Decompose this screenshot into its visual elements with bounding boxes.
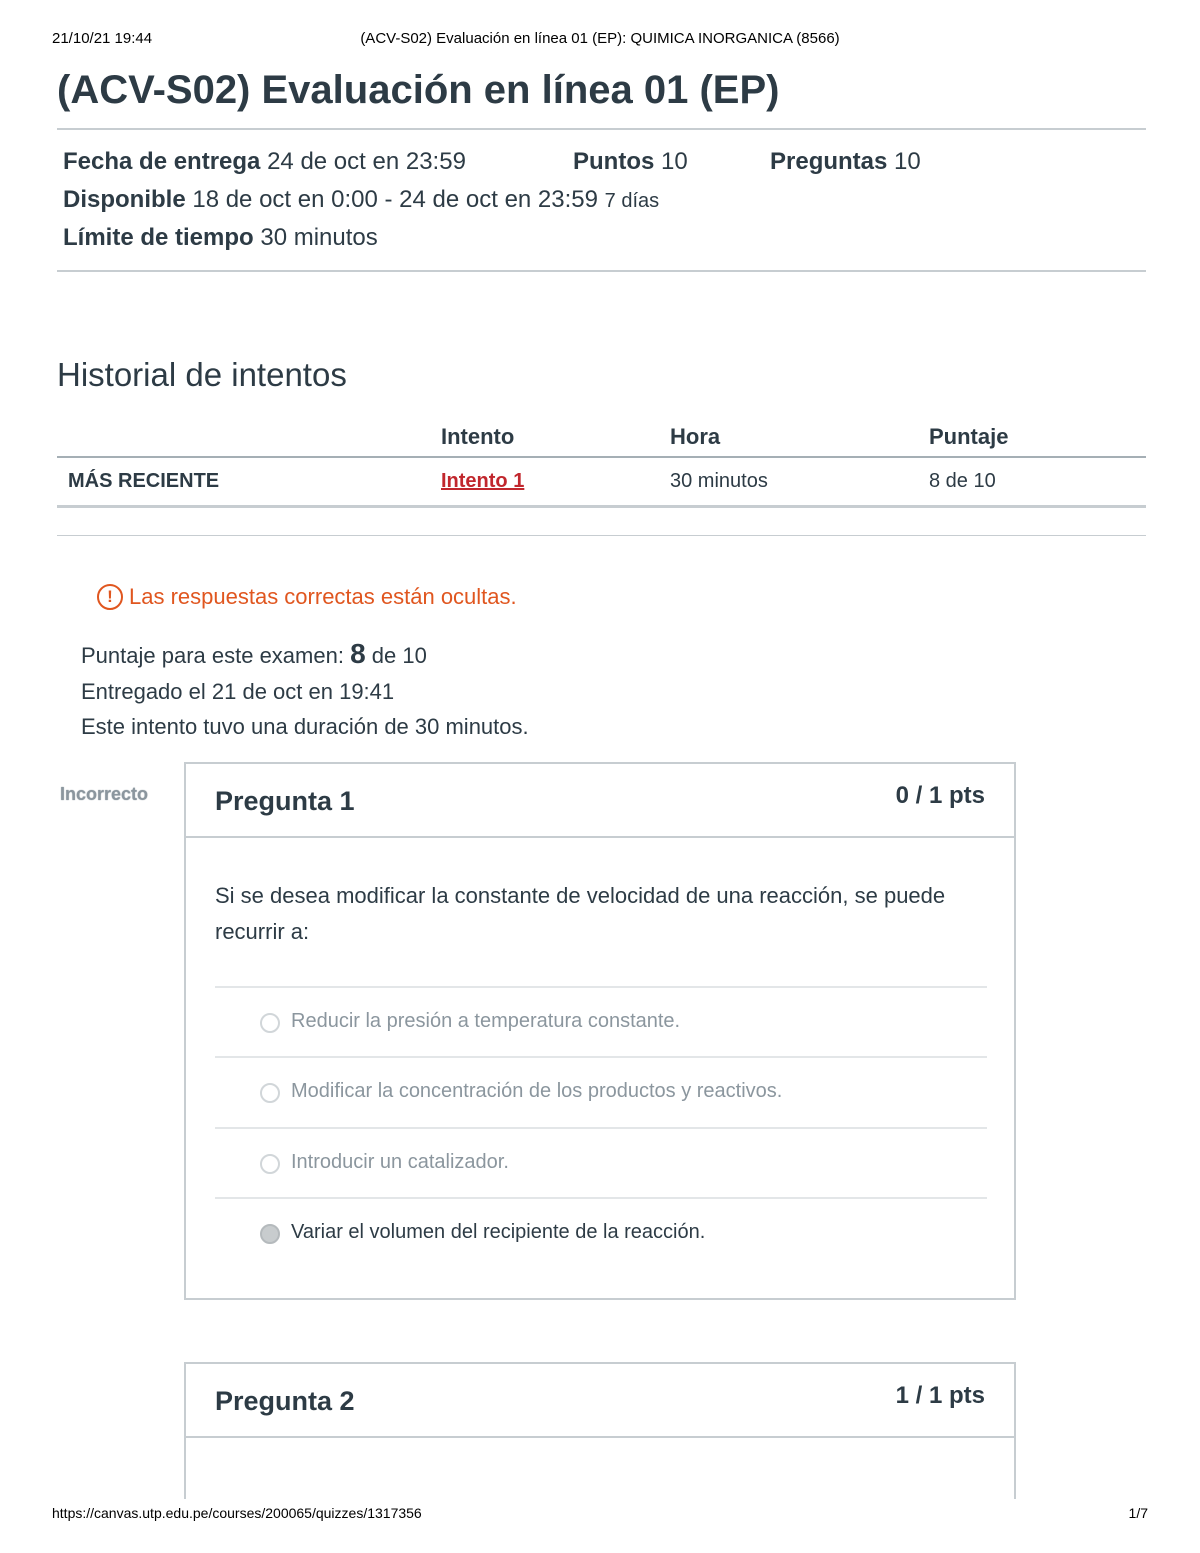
- print-date: 21/10/21 19:44: [52, 30, 153, 47]
- notice-text: Las respuestas correctas están ocultas.: [129, 584, 517, 609]
- print-url: https://canvas.utp.edu.pe/courses/200065/quizzes/1317356: [52, 1505, 422, 1521]
- print-header: [52, 28, 1148, 48]
- due-date: [63, 148, 466, 176]
- exclamation-icon: !: [97, 584, 123, 610]
- question-header: [186, 764, 1014, 838]
- question-title: Pregunta 1: [215, 786, 355, 816]
- page-number: 1/7: [1128, 1505, 1148, 1521]
- row-label-recent: MÁS RECIENTE: [68, 470, 220, 492]
- divider: [57, 128, 1146, 130]
- table-header-divider: [57, 456, 1146, 458]
- radio-button: [260, 1083, 280, 1103]
- duration-info: Este intento tuvo una duración de 30 minutos.: [81, 714, 529, 739]
- answer-text: Modificar la concentración de los productos y reactivos.: [291, 1080, 783, 1102]
- submitted-info: Entregado el 21 de oct en 19:41: [81, 679, 395, 704]
- available-days: 7 días: [604, 190, 660, 212]
- question-header: [186, 1364, 1014, 1438]
- answer-text: Reducir la presión a temperatura constante.: [291, 1010, 681, 1032]
- history-title: Historial de intentos: [57, 356, 347, 393]
- answers-hidden-notice: [97, 584, 517, 610]
- col-header-score: Puntaje: [929, 424, 1009, 449]
- divider: [57, 535, 1146, 536]
- question-points: 0 / 1 pts: [895, 782, 985, 809]
- radio-button-selected: [260, 1224, 280, 1244]
- divider: [57, 270, 1146, 272]
- table-row-divider: [57, 505, 1146, 508]
- col-header-attempt: Intento: [441, 424, 515, 449]
- points: [573, 148, 688, 176]
- available-label: Disponible: [63, 186, 186, 213]
- radio-button: [260, 1013, 280, 1033]
- questions-value: 10: [894, 148, 921, 175]
- time-limit-value: 30 minutos: [260, 224, 378, 251]
- question-points: 1 / 1 pts: [895, 1382, 985, 1409]
- attempt-link[interactable]: Intento 1: [441, 470, 525, 492]
- print-title: (ACV-S02) Evaluación en línea 01 (EP): QUIMICA INORGANICA (8566): [360, 30, 840, 47]
- score-prefix: Puntaje para este examen:: [81, 643, 344, 668]
- question-title: Pregunta 2: [215, 1386, 355, 1416]
- answer-option: [215, 1127, 987, 1199]
- questions-label: Preguntas: [770, 148, 888, 175]
- answer-option: [215, 1056, 987, 1128]
- availability: [63, 186, 659, 214]
- due-value: 24 de oct en 23:59: [267, 148, 466, 175]
- score-value: 8: [350, 638, 366, 669]
- print-footer: [52, 1505, 1148, 1525]
- time-limit: [63, 224, 378, 252]
- radio-button: [260, 1154, 280, 1174]
- question-status-badge: Incorrecto: [60, 784, 149, 804]
- question-card: [184, 762, 1016, 1300]
- answer-text: Introducir un catalizador.: [291, 1151, 509, 1173]
- score-suffix: de 10: [371, 643, 427, 668]
- answer-option-selected: [215, 1197, 987, 1269]
- score-summary: [81, 638, 427, 670]
- time-limit-label: Límite de tiempo: [63, 224, 254, 251]
- attempt-score: 8 de 10: [929, 470, 996, 492]
- question-text: Si se desea modificar la constante de velocidad de una reacción, se puede recurrir a:: [215, 883, 946, 944]
- points-value: 10: [661, 148, 688, 175]
- col-header-time: Hora: [670, 424, 721, 449]
- attempt-time: 30 minutos: [670, 470, 768, 492]
- due-label: Fecha de entrega: [63, 148, 261, 175]
- answer-option: [215, 986, 987, 1058]
- available-value: 18 de oct en 0:00 - 24 de oct en 23:59: [192, 186, 598, 213]
- questions-count: [770, 148, 921, 176]
- page-title: (ACV-S02) Evaluación en línea 01 (EP): [57, 68, 780, 112]
- question-card: [184, 1362, 1016, 1499]
- points-label: Puntos: [573, 148, 655, 175]
- answer-text: Variar el volumen del recipiente de la reacción.: [291, 1221, 706, 1243]
